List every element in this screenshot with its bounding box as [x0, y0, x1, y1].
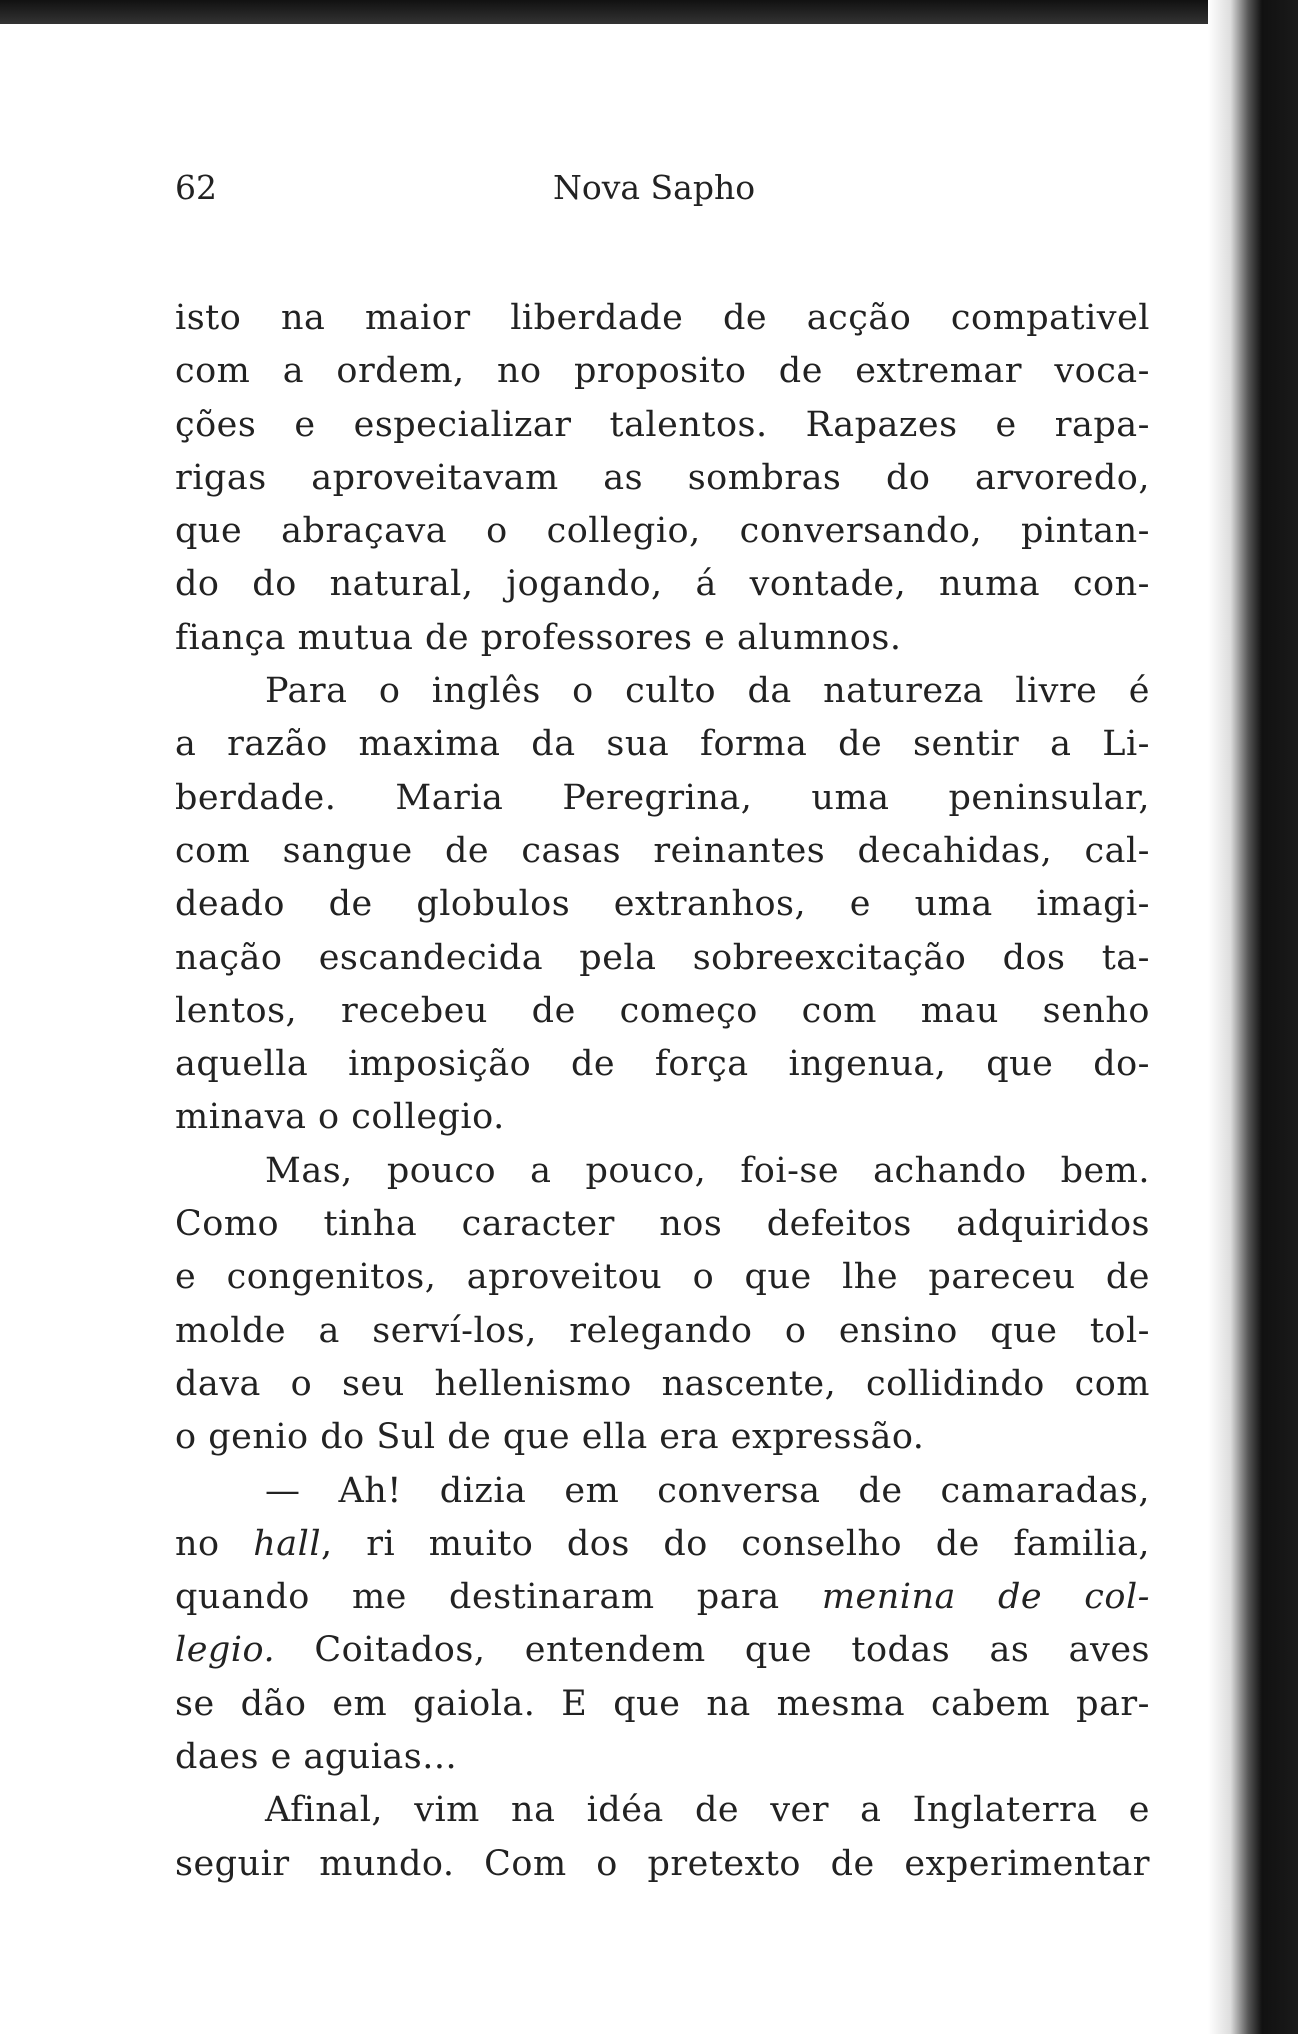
text-line: Para o inglês o culto da natureza livre é — [265, 671, 1150, 712]
text-line: com a ordem, no proposito de extremar voca- — [175, 351, 1150, 392]
text-line: Mas, pouco a pouco, foi-se achando bem. — [265, 1150, 1150, 1191]
text-line: fiança mutua de professores e alumnos. — [175, 617, 902, 658]
text-line: dava o seu hellenismo nascente, collidindo com — [175, 1363, 1150, 1404]
text-line: rigas aproveitavam as sombras do arvoredo, — [175, 457, 1150, 498]
text-line: ções e especializar talentos. Rapazes e rapa- — [175, 404, 1150, 445]
text-line — [175, 1571, 1150, 1624]
text-line: deado de globulos extranhos, e uma imagi- — [175, 884, 1150, 925]
text-line: o genio do Sul de que ella era expressão. — [175, 1417, 925, 1458]
text-line: daes e aguias... — [175, 1737, 458, 1778]
text-line: seguir mundo. Com o pretexto de experimentar — [175, 1843, 1150, 1884]
text-line: Como tinha caracter nos defeitos adquiridos — [175, 1204, 1150, 1245]
text-line: molde a serví-los, relegando o ensino que tol- — [175, 1310, 1150, 1351]
text-fragment: , ri muito dos do conselho de familia, — [321, 1523, 1150, 1564]
running-header — [175, 168, 1105, 216]
text-line: e congenitos, aproveitou o que lhe pareceu de — [175, 1257, 1150, 1298]
text-line: lentos, recebeu de começo com mau senho — [175, 990, 1150, 1031]
text-line: se dão em gaiola. E que na mesma cabem par- — [175, 1683, 1150, 1724]
book-binding-shadow — [1208, 0, 1298, 2034]
text-line: que abraçava o collegio, conversando, pintan- — [175, 511, 1150, 552]
italic-term: menina de col- — [821, 1577, 1150, 1618]
text-line — [175, 1518, 1150, 1571]
body-text — [175, 292, 1150, 1891]
text-line: berdade. Maria Peregrina, uma peninsular, — [175, 777, 1150, 818]
text-line: Afinal, vim na idéa de ver a Inglaterra e — [265, 1790, 1150, 1831]
running-title: Nova Sapho — [553, 168, 756, 207]
text-fragment: quando me destinaram para — [175, 1577, 780, 1618]
italic-term: hall — [253, 1523, 322, 1564]
text-fragment: no — [175, 1523, 220, 1564]
text-line: aquella imposição de força ingenua, que do- — [175, 1044, 1150, 1085]
text-line — [175, 1624, 1150, 1677]
scan-top-edge — [0, 0, 1298, 24]
italic-term: legio. — [175, 1630, 276, 1671]
text-line: com sangue de casas reinantes decahidas, cal- — [175, 830, 1150, 871]
page-number: 62 — [175, 168, 217, 207]
text-line: nação escandecida pela sobreexcitação dos ta- — [175, 937, 1150, 978]
text-line: minava o collegio. — [175, 1097, 505, 1138]
text-fragment: Coitados, entendem que todas as aves — [314, 1630, 1150, 1671]
text-line: — Ah! dizia em conversa de camaradas, — [265, 1470, 1150, 1511]
text-line: isto na maior liberdade de acção compativel — [175, 298, 1150, 338]
text-line: a razão maxima da sua forma de sentir a Li- — [175, 724, 1150, 765]
text-line: do do natural, jogando, á vontade, numa con- — [175, 564, 1150, 605]
